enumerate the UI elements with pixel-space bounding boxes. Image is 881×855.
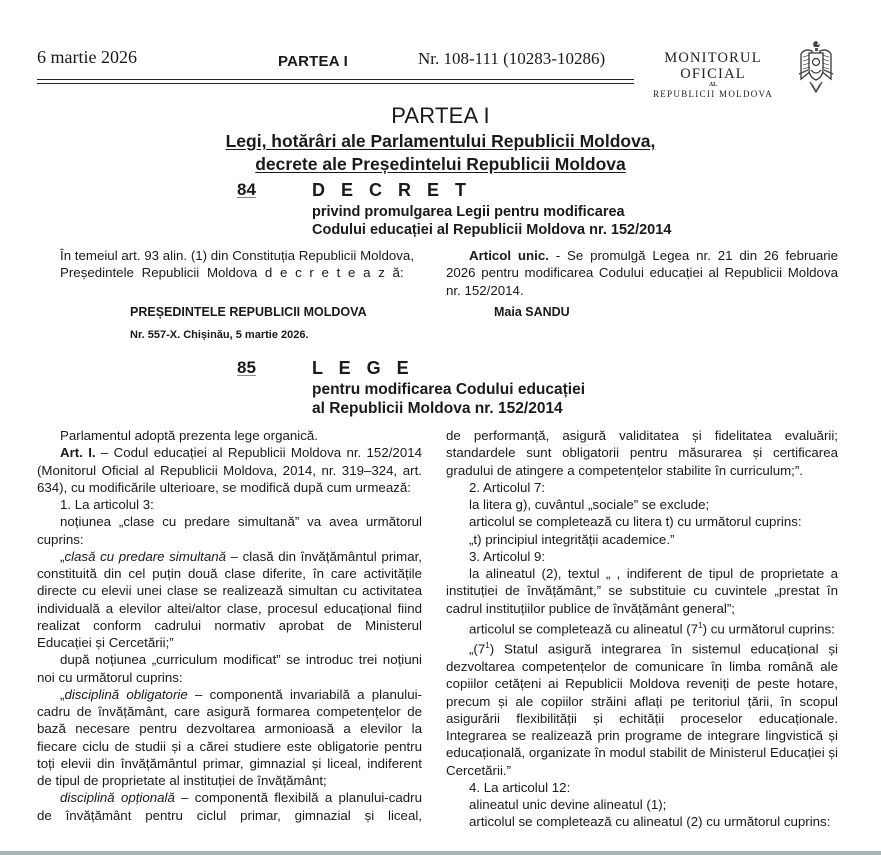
law-subtitle-line1: pentru modificarea Codului educației	[312, 381, 586, 398]
header-rule-top	[37, 79, 634, 80]
law-paragraph: la alineatul (2), textul „ , indiferent de tipul de proprietate a instituției de învățământ,” se substituie cu cuvintele „prestat în cadrul instituțiilor publice de învățământ general”;	[446, 566, 838, 616]
section-heading-line1: Legi, hotărâri ale Parlamentului Republicii Moldova,	[225, 131, 656, 151]
decree-left-column	[37, 247, 422, 282]
law-paragraph: articolul se completează cu litera t) cu următorul cuprins:	[469, 514, 802, 530]
decree-decreeing-clause: Președintele Republicii Moldova d e c r e t e a z ă:	[60, 265, 404, 281]
defined-term: disciplină opțională	[60, 790, 175, 806]
coat-of-arms-icon	[797, 40, 835, 96]
law-left-column	[37, 427, 422, 824]
decree-right-column	[446, 247, 838, 299]
law-paragraph	[446, 617, 838, 638]
law-paragraph: alineatul unic devine alineatul (1);	[469, 797, 667, 813]
decree-signatory-name: Maia SANDU	[494, 305, 570, 319]
law-number: 85	[237, 358, 256, 377]
decree-subtitle-line2: Codului educației al Republicii Moldova nr. 152/2014	[312, 222, 672, 238]
defined-term: clasă cu predare simultană	[64, 548, 227, 564]
decree-signatory-title: PREȘEDINTELE REPUBLICII MOLDOVA	[130, 305, 367, 319]
law-paragraph: articolul se completează cu alineatul (2) cu următorul cuprins:	[469, 814, 831, 830]
definition-text: – componentă flexibilă a planului-cadru de învățământ pentru ciclul primar, gimnazial și liceal,	[37, 790, 422, 823]
masthead-connector: AL	[708, 82, 718, 88]
law-article-1	[37, 444, 422, 496]
law-point-3: 3. Articolul 9:	[469, 548, 546, 564]
decree-reference: Nr. 557-X. Chișinău, 5 martie 2026.	[130, 329, 309, 341]
text: ) Statul asigură integrarea în sistemul educațional și dezvoltarea competențelor de comunicare în limba română ale copiilor cetățeni ai Republicii Moldova reveniți de peste hotare, precum și ale copiilor străini aflați pe teritoriul țării, în scopul asigurării flexibilității și echității proceselor educaționale. Integrarea se realizează prin programe de integrare lingvistică și educațională, organizate în modul stabilit de Ministerul Educației și Cercetării.”	[446, 641, 838, 778]
law-paragraph: după noțiunea „curriculum modificat” se introduc trei noțiuni noi cu următorul cuprins:	[37, 652, 422, 685]
decree-article-label: Articol unic.	[469, 248, 549, 263]
law-point-2: 2. Articolul 7:	[469, 479, 546, 495]
decree-subtitle	[312, 203, 671, 239]
masthead-title: MONITORUL OFICIAL	[664, 50, 762, 82]
decree-type: D E C R E T	[312, 180, 472, 200]
definition-text: – clasă din învățământul primar, constituită din cel puțin două clase diferite, în care activitățile directe cu elevii unei clase se realizează simultan cu activitatea individuală a elevilor altei/altor clase, procesul educațional fiind realizat conform cadrului normativ aprobat de Ministerul Educației și Cercetării;”	[37, 548, 422, 650]
law-article-1-label: Art. I.	[60, 445, 96, 461]
superscript: 1	[698, 620, 703, 630]
text: articolul se completează cu alineatul (7	[469, 621, 699, 637]
law-type: L E G E	[312, 358, 415, 378]
header-part-label: PARTEA I	[278, 53, 348, 70]
law-definition-optional-discipline	[37, 789, 422, 824]
quote-mark: „	[60, 548, 65, 564]
law-article-1-text: – Codul educației al Republicii Moldova nr. 152/2014 (Monitorul Oficial al Republicii Moldova, 2014, nr. 319–324, art. 634), cu modificările ulterioare, se modifică după cum urmează:	[37, 445, 422, 495]
header-rule-bottom	[37, 83, 634, 84]
masthead-subtitle: REPUBLICII MOLDOVA	[653, 89, 773, 99]
decree-article	[446, 247, 838, 299]
law-point-4: 4. La articolul 12:	[469, 779, 571, 795]
law-paragraph: la litera g), cuvântul „sociale” se exclude;	[469, 497, 710, 512]
law-paragraph: „t) principiul integrității academice.”	[469, 531, 675, 547]
law-definition-mandatory-discipline	[37, 686, 422, 790]
definition-text: – componentă invariabilă a planului-cadru de învățământ, care asigură formarea competențelor de bază necesare pentru dezvoltarea armonioasă a elevilor la fiecare ciclu de studii și a cărei studiere este obligatorie pentru toți elevii din învățământul primar, gimnazial și liceal, indiferent de tipul de proprietate al instituției de învățământ;	[37, 686, 422, 788]
decree-preamble: În temeiul art. 93 alin. (1) din Constituția Republicii Moldova,	[60, 248, 415, 263]
decree-subtitle-line1: privind promulgarea Legii pentru modificarea	[312, 204, 625, 220]
law-adoption-clause: Parlamentul adoptă prezenta lege organică.	[60, 428, 318, 443]
law-continued-text: de performanță, asigură validitatea și fidelitatea evaluării; standardele sunt obligatorii pentru măsurarea și certificarea gradului de atingere a competențelor stabilite în curriculum;”.	[446, 428, 838, 478]
superscript: 1	[485, 641, 490, 651]
decree-article-text: - Se promulgă Legea nr. 21 din 26 februarie 2026 pentru modificarea Codului educației al Republicii Moldova nr. 152/2014.	[446, 248, 838, 298]
issue-date: 6 martie 2026	[37, 47, 137, 67]
law-point-1: 1. La articolul 3:	[60, 497, 154, 512]
decree-number: 84	[237, 180, 256, 199]
masthead	[632, 50, 794, 100]
law-right-column	[446, 427, 838, 831]
law-subtitle-line2: al Republicii Moldova nr. 152/2014	[312, 400, 563, 417]
text: „(7	[469, 641, 486, 657]
law-paragraph-7-1	[446, 637, 838, 778]
viewer-bottom-edge	[0, 851, 881, 855]
section-heading-line2: decrete ale Președintelui Republicii Moldova	[255, 154, 626, 174]
law-paragraph: noțiunea „clase cu predare simultană” va avea următorul cuprins:	[37, 514, 422, 547]
text: ) cu următorul cuprins:	[702, 621, 835, 637]
law-subtitle	[312, 380, 585, 418]
quote-mark: „	[60, 686, 65, 702]
law-definition-simultaneous-class	[37, 548, 422, 652]
defined-term: disciplină obligatorie	[64, 686, 188, 702]
issue-number: Nr. 108-111 (10283-10286)	[418, 49, 606, 68]
part-title: PARTEA I	[391, 103, 490, 128]
